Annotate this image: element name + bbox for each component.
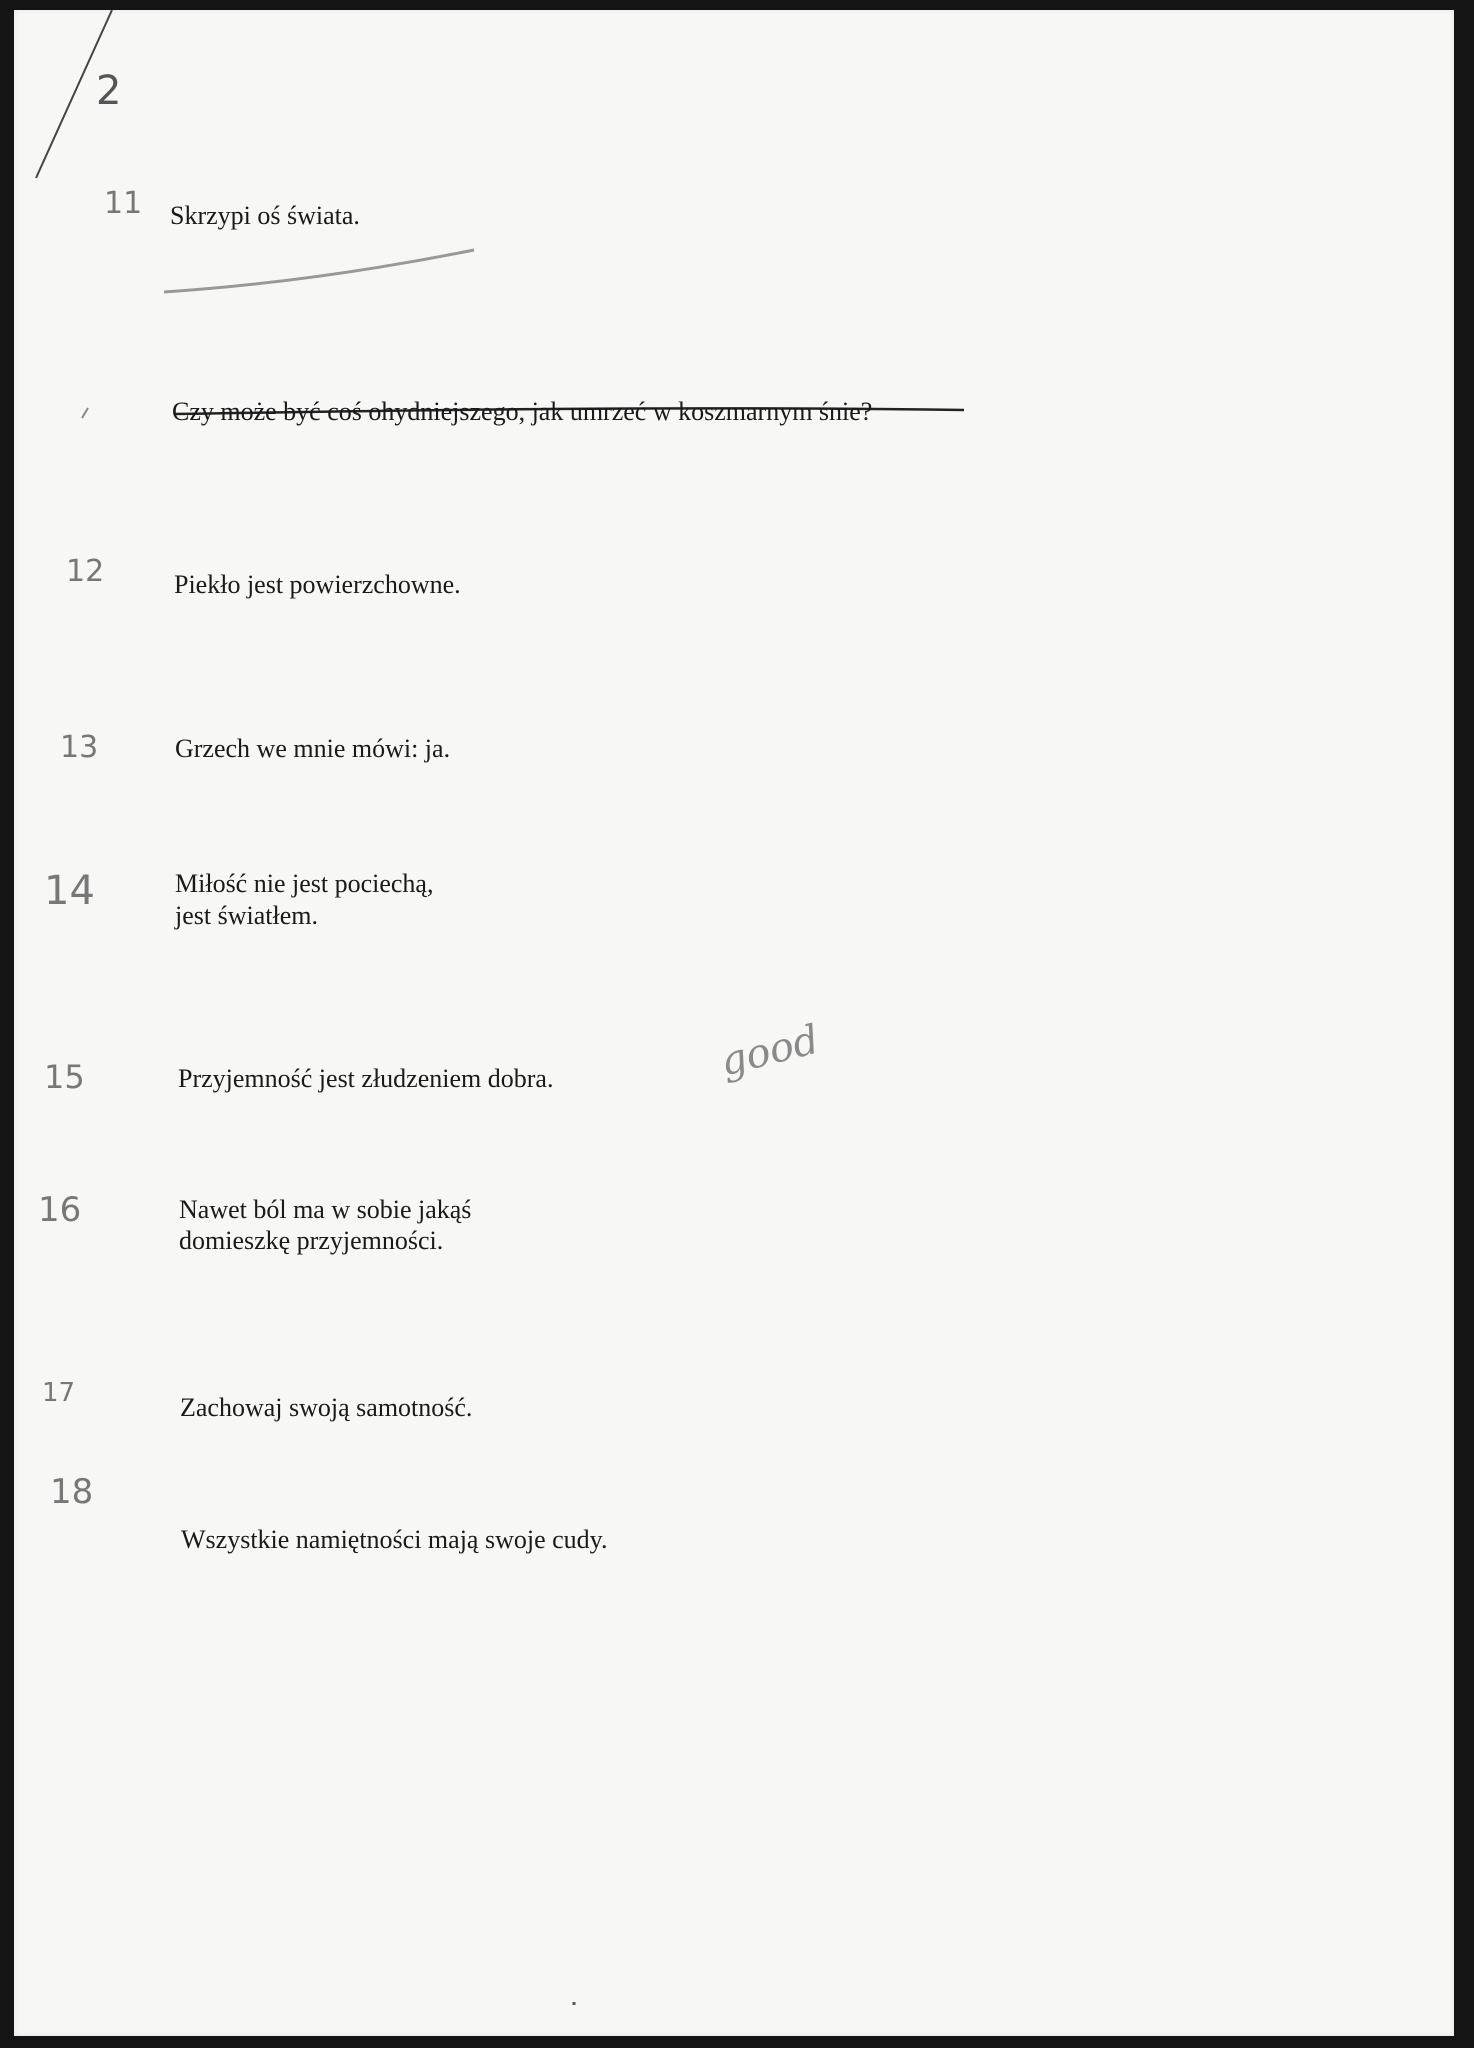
entry-number: 13: [60, 730, 99, 765]
aphorism-text: Skrzypi oś świata.: [170, 201, 360, 230]
entry-number: 18: [50, 1472, 94, 1512]
aphorism-text: Zachowaj swoją samotność.: [180, 1393, 473, 1422]
aphorism-text: Piekło jest powierzchowne.: [174, 570, 461, 599]
margin-note-good: good: [715, 1016, 824, 1086]
entry-number: 12: [66, 554, 105, 589]
document-page: [14, 10, 1454, 2036]
aphorism-text-struck: Czy może być coś ohydniejszego, jak umrzeć w koszmarnym śnie?: [172, 397, 873, 426]
aphorism-text-line-1: Nawet ból ma w sobie jakąś: [179, 1195, 472, 1224]
pencil-marks: [14, 10, 1454, 2036]
aphorism-text-line-1: Miłość nie jest pociechą,: [175, 869, 434, 898]
entry-number: 16: [38, 1190, 82, 1230]
aphorism-text-line-2: jest światłem.: [175, 901, 318, 930]
aphorism-text-line-2: domieszkę przyjemności.: [179, 1226, 444, 1255]
pencil-underline: [164, 250, 474, 292]
aphorism-text: Grzech we mnie mówi: ja.: [175, 734, 451, 763]
aphorism-text: Przyjemność jest złudzeniem dobra.: [178, 1064, 554, 1093]
handwritten-page-number: 2: [96, 68, 122, 114]
entry-number: 15: [44, 1058, 85, 1096]
entry-number: 11: [104, 186, 143, 221]
aphorism-text: Wszystkie namiętności mają swoje cudy.: [181, 1525, 608, 1554]
margin-tick-mark: [82, 408, 88, 418]
entry-number: 14: [44, 868, 95, 914]
entry-number: 17: [42, 1378, 76, 1408]
